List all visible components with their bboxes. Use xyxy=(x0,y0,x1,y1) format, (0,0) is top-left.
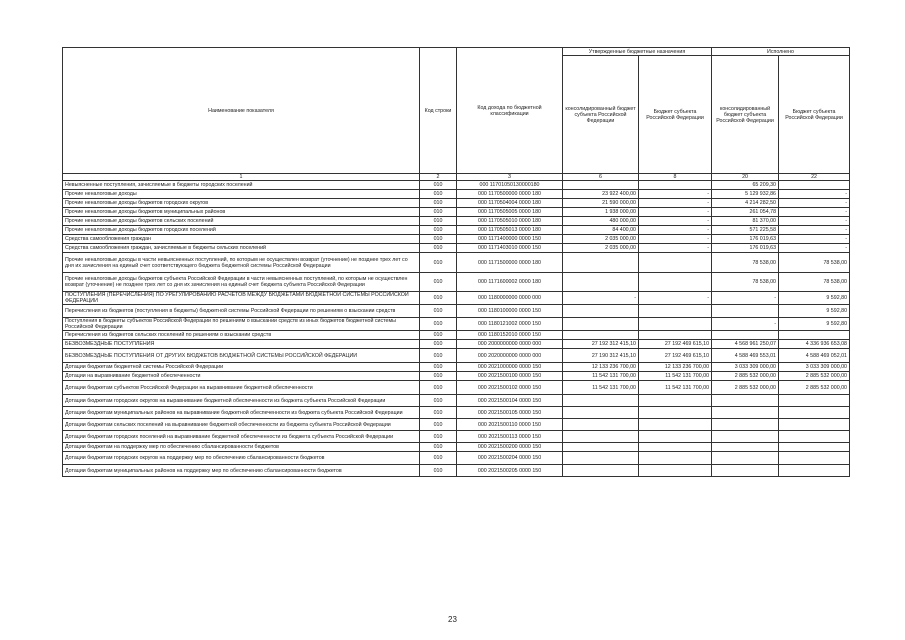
page-number: 23 xyxy=(448,615,457,624)
executed-consolidated-value: - xyxy=(712,292,779,305)
line-code: 010 xyxy=(420,181,457,190)
executed-consolidated-value: 4 568 961 250,07 xyxy=(712,340,779,349)
approved-subject-value xyxy=(639,181,712,190)
approved-consolidated-value: 1 938 000,00 xyxy=(563,208,639,217)
line-code: 010 xyxy=(420,226,457,235)
column-index: 22 xyxy=(779,174,850,181)
approved-subject-value: 11 542 131 700,00 xyxy=(639,372,712,381)
table-row xyxy=(63,372,850,381)
approved-subject-value: - xyxy=(639,208,712,217)
approved-consolidated-value: 27 192 312 415,10 xyxy=(563,340,639,349)
indicator-name: Прочие неналоговые доходы бюджетов сельских поселений xyxy=(63,217,420,226)
table-row xyxy=(63,292,850,305)
column-index: 3 xyxy=(457,174,563,181)
report-body xyxy=(63,174,850,477)
line-code: 010 xyxy=(420,452,457,465)
executed-consolidated-value: 2 885 532 000,00 xyxy=(712,381,779,395)
approved-subject-value: - xyxy=(639,217,712,226)
executed-consolidated-value xyxy=(712,419,779,431)
column-index: 20 xyxy=(712,174,779,181)
table-row xyxy=(63,349,850,363)
line-code: 010 xyxy=(420,244,457,253)
income-code: 000 2021500205 0000 150 xyxy=(457,465,563,477)
header-executed-consolidated: консолидированный бюджет субъекта Российской Федерации xyxy=(712,56,779,174)
income-code: 000 1170500000 0000 180 xyxy=(457,190,563,199)
income-code: 000 1170504004 0000 180 xyxy=(457,199,563,208)
table-row xyxy=(63,407,850,419)
executed-subject-value: - xyxy=(779,244,850,253)
indicator-name: Прочие неналоговые доходы xyxy=(63,190,420,199)
executed-subject-value xyxy=(779,331,850,340)
approved-subject-value xyxy=(639,431,712,443)
approved-consolidated-value: 21 590 000,00 xyxy=(563,199,639,208)
table-row xyxy=(63,318,850,331)
indicator-name: Перечисления из бюджетов сельских поселений по решениям о взыскании средств xyxy=(63,331,420,340)
indicator-name: Прочие неналоговые доходы бюджетов городских поселений xyxy=(63,226,420,235)
approved-subject-value xyxy=(639,465,712,477)
approved-consolidated-value: 11 542 131 700,00 xyxy=(563,372,639,381)
table-row xyxy=(63,340,850,349)
executed-consolidated-value xyxy=(712,452,779,465)
executed-consolidated-value: 3 033 309 000,00 xyxy=(712,363,779,372)
approved-consolidated-value xyxy=(563,318,639,331)
indicator-name: Поступления в бюджеты субъектов Российской Федерации по решениям о взыскании средств из иных бюджетов бюджетной системы Российской Федерации xyxy=(63,318,420,331)
approved-consolidated-value: 12 133 236 700,00 xyxy=(563,363,639,372)
approved-subject-value xyxy=(639,419,712,431)
line-code: 010 xyxy=(420,372,457,381)
approved-consolidated-value xyxy=(563,331,639,340)
executed-consolidated-value: 2 885 532 000,00 xyxy=(712,372,779,381)
approved-subject-value: - xyxy=(639,190,712,199)
column-index: 8 xyxy=(639,174,712,181)
approved-subject-value: - xyxy=(639,226,712,235)
table-row xyxy=(63,190,850,199)
approved-subject-value: - xyxy=(639,292,712,305)
header-group-executed: Исполнено xyxy=(712,48,850,56)
income-code: 000 2021500110 0000 150 xyxy=(457,419,563,431)
approved-consolidated-value xyxy=(563,181,639,190)
approved-subject-value: 27 192 469 615,10 xyxy=(639,340,712,349)
approved-consolidated-value: - xyxy=(563,292,639,305)
executed-consolidated-value xyxy=(712,305,779,318)
approved-subject-value: - xyxy=(639,235,712,244)
approved-subject-value xyxy=(639,253,712,273)
executed-consolidated-value: 78 538,00 xyxy=(712,253,779,273)
table-row xyxy=(63,217,850,226)
executed-subject-value xyxy=(779,407,850,419)
approved-subject-value: 27 192 469 615,10 xyxy=(639,349,712,363)
executed-consolidated-value: 65 209,30 xyxy=(712,181,779,190)
approved-subject-value xyxy=(639,273,712,292)
header-income-code: Код дохода по бюджетной классификации xyxy=(457,48,563,174)
income-code: 000 2021500200 0000 150 xyxy=(457,443,563,452)
income-code: 000 2021500105 0000 150 xyxy=(457,407,563,419)
executed-subject-value: - xyxy=(779,190,850,199)
executed-consolidated-value: 176 019,63 xyxy=(712,235,779,244)
approved-subject-value xyxy=(639,395,712,407)
executed-consolidated-value: - xyxy=(712,318,779,331)
table-row xyxy=(63,431,850,443)
approved-consolidated-value xyxy=(563,407,639,419)
budget-report-table xyxy=(62,47,850,477)
executed-subject-value: 9 592,80 xyxy=(779,292,850,305)
income-code: 000 1180121002 0000 150 xyxy=(457,318,563,331)
indicator-name: Дотации бюджетам субъектов Российской Федерации на выравнивание бюджетной обеспеченности xyxy=(63,381,420,395)
line-code: 010 xyxy=(420,363,457,372)
executed-consolidated-value: 5 129 932,86 xyxy=(712,190,779,199)
indicator-name: Дотации бюджетам муниципальных районов на поддержку мер по обеспечению сбалансированности бюджетов xyxy=(63,465,420,477)
indicator-name: БЕЗВОЗМЕЗДНЫЕ ПОСТУПЛЕНИЯ ОТ ДРУГИХ БЮДЖЕТОВ БЮДЖЕТНОЙ СИСТЕМЫ РОССИЙСКОЙ ФЕДЕРАЦИИ xyxy=(63,349,420,363)
indicator-name: Дотации на выравнивание бюджетной обеспеченности xyxy=(63,372,420,381)
executed-subject-value: 2 885 532 000,00 xyxy=(779,372,850,381)
line-code: 010 xyxy=(420,407,457,419)
approved-subject-value xyxy=(639,443,712,452)
approved-consolidated-value: 27 190 312 415,10 xyxy=(563,349,639,363)
approved-subject-value xyxy=(639,331,712,340)
executed-subject-value: 9 592,80 xyxy=(779,318,850,331)
executed-consolidated-value: 78 538,00 xyxy=(712,273,779,292)
income-code: 000 1170505013 0000 180 xyxy=(457,226,563,235)
line-code: 010 xyxy=(420,273,457,292)
approved-subject-value xyxy=(639,305,712,318)
income-code: 000 1170505005 0000 180 xyxy=(457,208,563,217)
approved-consolidated-value: 23 922 400,00 xyxy=(563,190,639,199)
indicator-name: Дотации бюджетам на поддержку мер по обеспечению сбалансированности бюджетов xyxy=(63,443,420,452)
table-row xyxy=(63,381,850,395)
executed-subject-value xyxy=(779,465,850,477)
executed-subject-value xyxy=(779,395,850,407)
table-row xyxy=(63,305,850,318)
income-code: 000 2021500113 0000 150 xyxy=(457,431,563,443)
executed-consolidated-value: 571 225,58 xyxy=(712,226,779,235)
executed-consolidated-value xyxy=(712,443,779,452)
line-code: 010 xyxy=(420,253,457,273)
approved-consolidated-value xyxy=(563,443,639,452)
table-row xyxy=(63,452,850,465)
line-code: 010 xyxy=(420,190,457,199)
executed-subject-value: 78 538,00 xyxy=(779,253,850,273)
header-name: Наименование показателя xyxy=(63,48,420,174)
executed-subject-value: 3 033 309 000,00 xyxy=(779,363,850,372)
line-code: 010 xyxy=(420,340,457,349)
line-code: 010 xyxy=(420,292,457,305)
income-code: 000 1171600002 0000 180 xyxy=(457,273,563,292)
executed-subject-value xyxy=(779,419,850,431)
executed-consolidated-value xyxy=(712,465,779,477)
indicator-name: Прочие неналоговые доходы бюджетов субъекта Российской Федерации в части невыясненных поступлений, по которым не осуществлен возврат (уточнение) не позднее трех лет со дня их зачисления на единый счет бюджета субъекта Российской Федерации xyxy=(63,273,420,292)
approved-consolidated-value xyxy=(563,465,639,477)
line-code: 010 xyxy=(420,395,457,407)
indicator-name: Перечисления из бюджетов (поступления в бюджеты) бюджетной системы Российской Федерации по решениям о взыскании средств xyxy=(63,305,420,318)
executed-consolidated-value xyxy=(712,431,779,443)
income-code: 000 1180000000 0000 000 xyxy=(457,292,563,305)
line-code: 010 xyxy=(420,235,457,244)
approved-consolidated-value xyxy=(563,273,639,292)
table-row xyxy=(63,465,850,477)
approved-consolidated-value xyxy=(563,253,639,273)
table-row xyxy=(63,331,850,340)
line-code: 010 xyxy=(420,318,457,331)
approved-consolidated-value xyxy=(563,452,639,465)
income-code: 000 1171400000 0000 150 xyxy=(457,235,563,244)
table-row xyxy=(63,273,850,292)
header-row-groups xyxy=(63,48,850,56)
income-code: 000 2021500104 0000 150 xyxy=(457,395,563,407)
income-code: 000 1180152010 0000 150 xyxy=(457,331,563,340)
table-row xyxy=(63,443,850,452)
indicator-name: Прочие неналоговые доходы бюджетов муниципальных районов xyxy=(63,208,420,217)
indicator-name: Прочие неналоговые доходы бюджетов городских округов xyxy=(63,199,420,208)
income-code: 000 2021000000 0000 150 xyxy=(457,363,563,372)
executed-consolidated-value xyxy=(712,331,779,340)
table-row xyxy=(63,208,850,217)
line-code: 010 xyxy=(420,465,457,477)
line-code: 010 xyxy=(420,305,457,318)
indicator-name: Дотации бюджетам муниципальных районов на выравнивание бюджетной обеспеченности из бюджета субъекта Российской Федерации xyxy=(63,407,420,419)
executed-consolidated-value: 261 054,78 xyxy=(712,208,779,217)
executed-subject-value xyxy=(779,181,850,190)
approved-consolidated-value xyxy=(563,395,639,407)
executed-subject-value: - xyxy=(779,235,850,244)
indicator-name: Дотации бюджетам городских поселений на выравнивание бюджетной обеспеченности из бюджета субъекта Российской Федерации xyxy=(63,431,420,443)
table-row xyxy=(63,235,850,244)
line-code: 010 xyxy=(420,419,457,431)
executed-consolidated-value: 4 214 282,50 xyxy=(712,199,779,208)
approved-subject-value: - xyxy=(639,244,712,253)
approved-subject-value xyxy=(639,407,712,419)
indicator-name: Дотации бюджетам городских округов на выравнивание бюджетной обеспеченности из бюджета субъекта Российской Федерации xyxy=(63,395,420,407)
column-index: 6 xyxy=(563,174,639,181)
executed-subject-value: 4 336 936 653,08 xyxy=(779,340,850,349)
indicator-name: Дотации бюджетам сельских поселений на выравнивание бюджетной обеспеченности из бюджета субъекта Российской Федерации xyxy=(63,419,420,431)
header-executed-subject: Бюджет субъекта Российской Федерации xyxy=(779,56,850,174)
income-code: 000 1180100000 0000 150 xyxy=(457,305,563,318)
column-index: 2 xyxy=(420,174,457,181)
approved-subject-value xyxy=(639,318,712,331)
indicator-name: Средства самообложения граждан xyxy=(63,235,420,244)
income-code: 000 11701050130000180 xyxy=(457,181,563,190)
line-code: 010 xyxy=(420,349,457,363)
header-approved-consolidated: консолидированный бюджет субъекта Российской Федерации xyxy=(563,56,639,174)
executed-consolidated-value: 4 588 469 553,01 xyxy=(712,349,779,363)
indicator-name: ПОСТУПЛЕНИЯ (ПЕРЕЧИСЛЕНИЯ) ПО УРЕГУЛИРОВАНИЮ РАСЧЕТОВ МЕЖДУ БЮДЖЕТАМИ БЮДЖЕТНОЙ СИСТЕМЫ РОССИЙСКОЙ ФЕДЕРАЦИИ xyxy=(63,292,420,305)
executed-subject-value: - xyxy=(779,208,850,217)
executed-subject-value: 78 538,00 xyxy=(779,273,850,292)
approved-consolidated-value: 2 035 000,00 xyxy=(563,244,639,253)
line-code: 010 xyxy=(420,331,457,340)
approved-consolidated-value xyxy=(563,431,639,443)
indicator-name: Дотации бюджетам городских округов на поддержку мер по обеспечению сбалансированности бюджетов xyxy=(63,452,420,465)
income-code: 000 2021500100 0000 150 xyxy=(457,372,563,381)
header-line-code: Код строки xyxy=(420,48,457,174)
line-code: 010 xyxy=(420,431,457,443)
executed-subject-value xyxy=(779,452,850,465)
executed-subject-value: 4 588 469 052,01 xyxy=(779,349,850,363)
column-index-row xyxy=(63,174,850,181)
income-code: 000 2000000000 0000 000 xyxy=(457,340,563,349)
column-index: 1 xyxy=(63,174,420,181)
indicator-name: Невыясненные поступления, зачисляемые в бюджеты городских поселений xyxy=(63,181,420,190)
table-row xyxy=(63,181,850,190)
approved-consolidated-value: 2 035 000,00 xyxy=(563,235,639,244)
approved-consolidated-value: 480 000,00 xyxy=(563,217,639,226)
indicator-name: Средства самообложения граждан, зачисляемые в бюджеты сельских поселений xyxy=(63,244,420,253)
line-code: 010 xyxy=(420,381,457,395)
line-code: 010 xyxy=(420,199,457,208)
executed-subject-value: - xyxy=(779,199,850,208)
line-code: 010 xyxy=(420,217,457,226)
table-row xyxy=(63,244,850,253)
executed-subject-value: - xyxy=(779,226,850,235)
header-group-approved: Утвержденные бюджетные назначения xyxy=(563,48,712,56)
approved-subject-value xyxy=(639,452,712,465)
header-approved-subject: Бюджет субъекта Российской Федерации xyxy=(639,56,712,174)
table-row xyxy=(63,226,850,235)
table-row xyxy=(63,363,850,372)
approved-consolidated-value xyxy=(563,305,639,318)
table-row xyxy=(63,419,850,431)
income-code: 000 1171500000 0000 180 xyxy=(457,253,563,273)
approved-consolidated-value: 11 542 131 700,00 xyxy=(563,381,639,395)
executed-subject-value xyxy=(779,431,850,443)
table-row xyxy=(63,395,850,407)
table-row xyxy=(63,253,850,273)
executed-subject-value: - xyxy=(779,217,850,226)
income-code: 000 1171403010 0000 150 xyxy=(457,244,563,253)
income-code: 000 2021500204 0000 150 xyxy=(457,452,563,465)
approved-subject-value: 11 542 131 700,00 xyxy=(639,381,712,395)
executed-subject-value: 9 592,80 xyxy=(779,305,850,318)
table-row xyxy=(63,199,850,208)
approved-consolidated-value: 84 400,00 xyxy=(563,226,639,235)
approved-consolidated-value xyxy=(563,419,639,431)
indicator-name: Дотации бюджетам бюджетной системы Российской Федерации xyxy=(63,363,420,372)
approved-subject-value: 12 133 236 700,00 xyxy=(639,363,712,372)
executed-consolidated-value xyxy=(712,395,779,407)
line-code: 010 xyxy=(420,443,457,452)
indicator-name: Прочие неналоговые доходы в части невыясненных поступлений, по которым не осуществлен возврат (уточнение) не позднее трех лет со дня их зачисления на единый счет соответствующего бюджета бюджетной системы Российской Федерации xyxy=(63,253,420,273)
income-code: 000 1170505010 0000 180 xyxy=(457,217,563,226)
indicator-name: БЕЗВОЗМЕЗДНЫЕ ПОСТУПЛЕНИЯ xyxy=(63,340,420,349)
income-code: 000 2020000000 0000 000 xyxy=(457,349,563,363)
approved-subject-value: - xyxy=(639,199,712,208)
line-code: 010 xyxy=(420,208,457,217)
executed-consolidated-value: 176 019,63 xyxy=(712,244,779,253)
executed-consolidated-value xyxy=(712,407,779,419)
income-code: 000 2021500102 0000 150 xyxy=(457,381,563,395)
executed-subject-value: 2 885 532 000,00 xyxy=(779,381,850,395)
executed-subject-value xyxy=(779,443,850,452)
executed-consolidated-value: 81 370,00 xyxy=(712,217,779,226)
